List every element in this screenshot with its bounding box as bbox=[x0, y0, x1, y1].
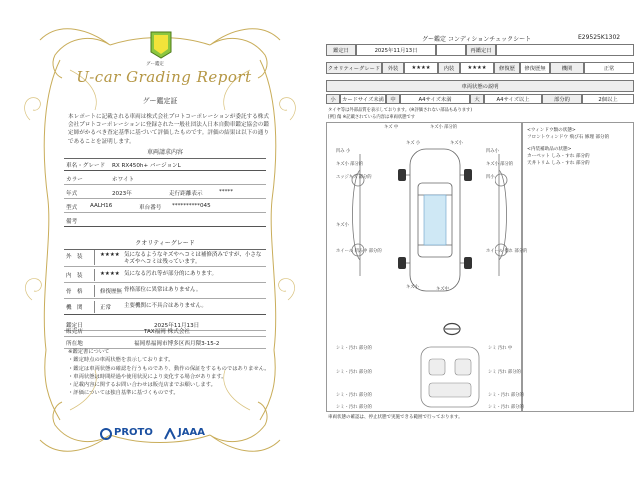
size-label: 中 bbox=[386, 94, 400, 104]
note-line: ・鑑定時点の車両状態を表示しております。 bbox=[68, 357, 174, 364]
proto-logo-text: PROTO bbox=[114, 427, 153, 438]
damage-label: 凹み 小 bbox=[336, 149, 351, 154]
damage-label: エッジキズ 部分的 bbox=[336, 175, 372, 180]
interior-label: シミ・汚れ 部分的 bbox=[488, 405, 524, 410]
car-top-view-diagram bbox=[380, 135, 490, 305]
row-label: 車名・グレード bbox=[66, 163, 106, 169]
row-label: 所在地 bbox=[66, 341, 83, 347]
side-note-line: <ウィンドウ類の状態> bbox=[527, 128, 576, 133]
damage-label: キズ小 部分的 bbox=[486, 162, 514, 167]
divider bbox=[94, 285, 95, 297]
damage-label: キズ小 bbox=[450, 141, 463, 146]
row-value-2: ***** bbox=[219, 189, 233, 195]
sheet-footer-note: 車両状態の確認は、停止状態で実施できる範囲で行っております。 bbox=[328, 415, 463, 420]
quality-section-heading: クオリティーグレード bbox=[64, 238, 266, 250]
quality-label: クオリティーグレード bbox=[326, 62, 382, 74]
proto-logo-icon bbox=[100, 428, 112, 440]
row-label: 販売店 bbox=[66, 329, 83, 335]
side-notes bbox=[527, 127, 631, 167]
size-label: 部分的 bbox=[542, 94, 582, 104]
side-notes-area bbox=[522, 122, 634, 412]
certificate-notes bbox=[68, 348, 273, 398]
side-note-line: フロントウィンドウ 飛び石 修理 部分的 bbox=[527, 135, 610, 140]
certificate-title: U-car Grading Report bbox=[76, 68, 252, 86]
quality-item-value: 修復歴無 bbox=[520, 62, 550, 74]
quality-item-label: 修復歴 bbox=[494, 62, 520, 74]
date-spacer bbox=[436, 44, 466, 56]
grade-stars: ★★★★ bbox=[100, 271, 120, 277]
row-value: ホワイト bbox=[112, 177, 135, 183]
side-note-line: <内装補助品の状態> bbox=[527, 147, 572, 152]
grade-label: 外 装 bbox=[66, 254, 83, 260]
grade-stars: ★★★★ bbox=[100, 252, 120, 258]
row-label: 型式 bbox=[66, 205, 78, 211]
grade-label: 内 装 bbox=[66, 273, 83, 279]
damage-label: キズ 中 bbox=[384, 125, 399, 130]
interior-label: シミ・汚れ 部分的 bbox=[336, 346, 372, 351]
divider bbox=[94, 269, 95, 281]
grade-row-frame bbox=[64, 283, 266, 299]
divider bbox=[94, 301, 95, 313]
grade-value: 正常 bbox=[100, 305, 112, 311]
size-value: A4サイズ未満 bbox=[400, 94, 470, 104]
damage-label: キズ小 bbox=[406, 285, 419, 290]
size-value: A4サイズ以上 bbox=[484, 94, 542, 104]
row-value: 2025年11月13日 bbox=[154, 323, 200, 329]
document-number: E29525K1302 bbox=[578, 34, 621, 41]
row-value-2: **********045 bbox=[172, 203, 211, 209]
row-value: AALH16 bbox=[90, 203, 113, 209]
grade-label: 機 関 bbox=[66, 305, 83, 311]
row-label: 年式 bbox=[66, 191, 78, 197]
date-value: 2025年11月13日 bbox=[356, 44, 436, 56]
row-value: 福岡県福岡市博多区西月隈3-15-2 bbox=[134, 341, 220, 347]
row-label: 備考 bbox=[66, 219, 78, 225]
legend-line-2: [例] 傷 ※記載されている内容は車両状態です bbox=[328, 115, 416, 120]
quality-item-value: ★★★★ bbox=[404, 62, 438, 74]
quality-item-label: 機関 bbox=[550, 62, 584, 74]
interior-label: シミ 汚れ 中 bbox=[488, 346, 513, 351]
car-right-side-diagram bbox=[495, 150, 519, 280]
damage-label: ホイール 擦れ 部分的 bbox=[486, 249, 528, 254]
grade-comment: 骨格部位に異常はありません。 bbox=[124, 287, 202, 293]
damage-label: キズ小 部分的 bbox=[430, 125, 458, 130]
note-line: ・鑑定は車両状態の確認を行うものであり、動作の保証をするものではありません。 bbox=[68, 365, 270, 372]
vehicle-row-color bbox=[64, 172, 266, 185]
vehicle-row-notes bbox=[64, 214, 266, 227]
interior-label: シミ・汚れ 部分的 bbox=[336, 370, 372, 375]
interior-label: シミ・汚れ 部分的 bbox=[336, 405, 372, 410]
steering-wheel-icon bbox=[442, 322, 462, 336]
date-label: 鑑定日 bbox=[326, 44, 356, 56]
side-note-line: 天井トリム しみ・すれ 部分的 bbox=[527, 161, 590, 166]
rewrite-value bbox=[496, 44, 634, 56]
condition-check-sheet bbox=[320, 0, 640, 480]
sheet-title: グー鑑定 コンディションチェックシート bbox=[422, 36, 532, 43]
goo-kantei-logo bbox=[148, 30, 174, 60]
vehicle-row-model bbox=[64, 200, 266, 213]
damage-label: 凹み小 bbox=[486, 149, 499, 154]
damage-label: キズ中 bbox=[436, 287, 449, 292]
jaaa-logo-text: JAAA bbox=[178, 427, 205, 438]
side-note-line: カーペット しみ・すれ 部分的 bbox=[527, 154, 590, 159]
damage-label: 凹小 bbox=[486, 175, 495, 180]
rewrite-label: 再鑑定日 bbox=[466, 44, 496, 56]
size-value: 2個以上 bbox=[582, 94, 634, 104]
row-label-2: 走行距離表示 bbox=[169, 191, 203, 197]
quality-item-value: ★★★★ bbox=[460, 62, 494, 74]
divider bbox=[94, 250, 95, 265]
grade-value: 修復歴無 bbox=[100, 289, 123, 295]
car-left-side-diagram bbox=[330, 150, 370, 280]
row-label: 鑑定日 bbox=[66, 323, 83, 329]
vehicle-row-year bbox=[64, 186, 266, 199]
car-interior-diagram bbox=[415, 345, 485, 409]
quality-item-label: 外装 bbox=[382, 62, 404, 74]
grade-comment: 主要機関に不具合はありません。 bbox=[124, 303, 207, 309]
interior-label: シミ・汚れ 部分的 bbox=[488, 393, 524, 398]
damage-label: ホイール 凹み中 部分的 bbox=[336, 249, 382, 254]
note-line: ・評価については独自基準に基づくものです。 bbox=[68, 390, 179, 397]
quality-item-value: 正常 bbox=[584, 62, 634, 74]
vehicle-row-name bbox=[64, 158, 266, 171]
quality-item-label: 内装 bbox=[438, 62, 460, 74]
note-line: ・車両状態は時間経過や使用状況により変化する場合があります。 bbox=[68, 373, 227, 380]
certificate-subtitle: グー鑑定証 bbox=[142, 97, 178, 105]
grade-label: 骨 格 bbox=[66, 289, 83, 295]
certificate-intro: 本レポートに記載される車両は株式会社プロトコーポレーションが委託する株式会社プロトコーポレーションに登録された一般社団法人日本自動車鑑定協会の鑑定師がかるべき査定基準に基づいて評価したものです。評価の結果は以下の通りであることを証明します。 bbox=[68, 114, 269, 145]
row-value: TAX福岡 株式会社 bbox=[144, 329, 190, 335]
jaaa-logo-icon bbox=[164, 428, 176, 440]
damage-label: キズ小 部分的 bbox=[336, 162, 364, 167]
row-label-2: 車台番号 bbox=[139, 205, 162, 211]
row-value: 2023年 bbox=[112, 191, 132, 197]
grade-row-engine bbox=[64, 299, 266, 315]
logo-text: グー鑑定 bbox=[146, 62, 164, 67]
grade-comment: 気になるようなキズやヘコミは補修済みですが、小さなキズやヘコミは残っています。 bbox=[124, 252, 262, 265]
row-value: RX RX450h+ バージョンL bbox=[112, 163, 181, 169]
grade-comment: 気になる汚れ等が部分的にあります。 bbox=[124, 271, 218, 277]
row-label: カラー bbox=[66, 177, 83, 183]
size-label: 小 bbox=[326, 94, 340, 104]
interior-label: シミ 汚れ 部分的 bbox=[488, 370, 521, 375]
notes-title: ※鑑定書について bbox=[68, 349, 110, 355]
size-label: 大 bbox=[470, 94, 484, 104]
damage-label: キズ 小 bbox=[406, 141, 421, 146]
size-value: カードサイズ未満 bbox=[340, 94, 386, 104]
grade-row-exterior bbox=[64, 248, 266, 267]
interior-label: シミ・汚れ 部分的 bbox=[336, 393, 372, 398]
legend-line-1: タイヤ等は外部品質を表示しております。(※評価されない部品もあります) bbox=[328, 108, 473, 113]
damage-label: キズ小 bbox=[336, 223, 349, 228]
state-section-heading: 車両状態の説明 bbox=[326, 80, 634, 92]
note-line: ・記載内容に関するお問い合わせは販売店までお願いします。 bbox=[68, 382, 216, 389]
vehicle-section-heading: 車両請求内容 bbox=[64, 147, 266, 159]
grade-row-interior bbox=[64, 267, 266, 283]
